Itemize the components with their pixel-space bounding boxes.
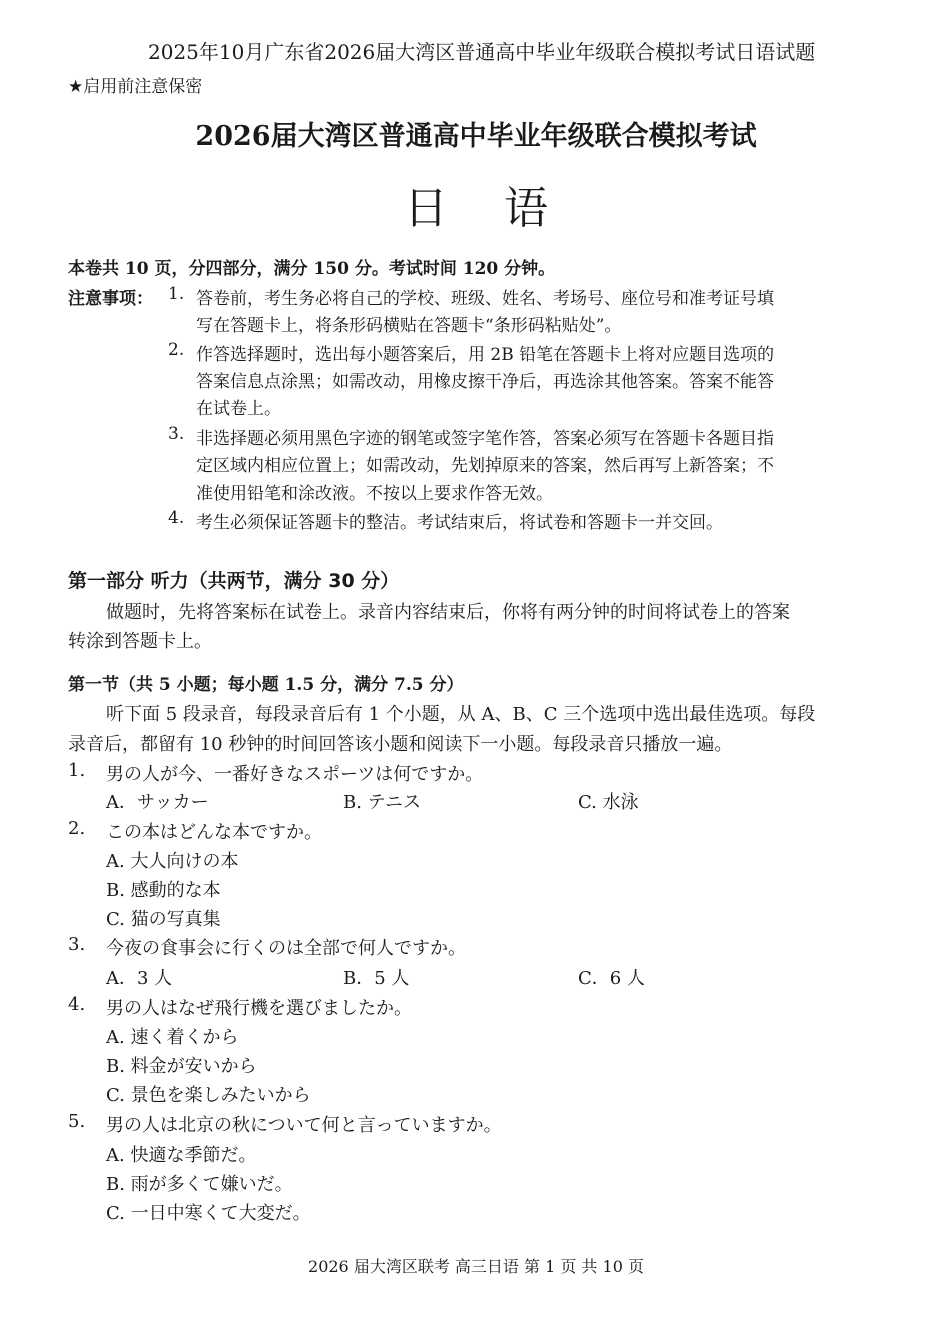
note-line: 非选择题必须用黑色字迹的钢笔或签字笔作答，答案必须写在答题卡各题目指 (196, 429, 774, 449)
answer-option: B. 雨が多くて嫌いだ。 (106, 1174, 293, 1195)
part1-intro-line: 做题时，先将答案标在试卷上。录音内容结束后，你将有两分钟的时间将试卷上的答案 (106, 602, 790, 623)
answer-option: B．5 人 (343, 968, 410, 989)
note-number: 2. (168, 340, 185, 360)
note-line: 在试卷上。 (196, 399, 281, 419)
note-line: 答卷前，考生务必将自己的学校、班级、姓名、考场号、座位号和准考证号填 (196, 289, 774, 309)
exam-summary: 本卷共 10 页，分四部分，满分 150 分。考试时间 120 分钟。 (68, 259, 556, 279)
note-line: 作答选择题时，选出每小题答案后，用 2B 铅笔在答题卡上将对应题目选项的 (196, 345, 775, 365)
answer-option: A．サッカー (106, 792, 209, 813)
part1-intro-line: 转涂到答题卡上。 (68, 631, 212, 652)
part1-title: 第一部分 听力（共两节，满分 30 分） (68, 570, 400, 592)
answer-option: C. 水泳 (578, 792, 639, 813)
question-number: 1. (68, 760, 86, 781)
note-line: 考生必须保证答题卡的整洁。考试结束后，将试卷和答题卡一并交回。 (196, 513, 723, 533)
answer-option: A. 大人向けの本 (106, 851, 239, 872)
answer-option: C．6 人 (578, 968, 645, 989)
question-text: 今夜の食事会に行くのは全部で何人ですか。 (106, 938, 466, 959)
question-text: この本はどんな本ですか。 (106, 822, 322, 843)
note-number: 1. (168, 284, 185, 304)
note-line: 写在答题卡上，将条形码横贴在答题卡“条形码粘贴处”。 (196, 316, 622, 336)
answer-option: A．3 人 (106, 968, 173, 989)
document-top-title: 2025年10月广东省2026届大湾区普通高中毕业年级联合模拟考试日语试题 (148, 40, 816, 64)
notes-label: 注意事项： (68, 289, 153, 309)
answer-option: A. 快適な季節だ。 (106, 1145, 257, 1166)
confidential-notice: ★启用前注意保密 (68, 77, 203, 97)
question-text: 男の人が今、一番好きなスポーツは何ですか。 (106, 764, 484, 785)
section1-title: 第一节（共 5 小题；每小题 1.5 分，满分 7.5 分） (68, 675, 464, 695)
question-text: 男の人はなぜ飛行機を選びましたか。 (106, 998, 412, 1019)
note-line: 答案信息点涂黑；如需改动，用橡皮擦干净后，再选涂其他答案。答案不能答 (196, 372, 774, 392)
answer-option: A. 速く着くから (106, 1027, 239, 1048)
section1-intro-line: 录音后，都留有 10 秒钟的时间回答该小题和阅读下一小题。每段录音只播放一遍。 (68, 734, 733, 755)
question-text: 男の人は北京の秋について何と言っていますか。 (106, 1115, 502, 1136)
question-number: 3. (68, 934, 86, 955)
question-number: 5. (68, 1111, 86, 1132)
question-number: 2. (68, 818, 86, 839)
answer-option: C. 一日中寒くて大変だ。 (106, 1203, 311, 1224)
note-line: 定区域内相应位置上；如需改动，先划掉原来的答案，然后再写上新答案；不 (196, 456, 774, 476)
answer-option: C. 猫の写真集 (106, 909, 221, 930)
note-number: 3. (168, 424, 185, 444)
answer-option: B. 料金が安いから (106, 1056, 257, 1077)
exam-title: 2026届大湾区普通高中毕业年级联合模拟考试 (195, 121, 757, 152)
section1-intro-line: 听下面 5 段录音，每段录音后有 1 个小题，从 A、B、C 三个选项中选出最佳选项。每段 (106, 704, 816, 725)
note-line: 准使用铅笔和涂改液。不按以上要求作答无效。 (196, 484, 553, 504)
answer-option: B. テニス (343, 792, 421, 813)
note-number: 4. (168, 508, 185, 528)
subject-title: 日语 (404, 183, 604, 234)
page-footer: 2026 届大湾区联考 高三日语 第 1 页 共 10 页 (308, 1257, 644, 1276)
question-number: 4. (68, 994, 86, 1015)
answer-option: C. 景色を楽しみたいから (106, 1085, 311, 1106)
answer-option: B. 感動的な本 (106, 880, 221, 901)
